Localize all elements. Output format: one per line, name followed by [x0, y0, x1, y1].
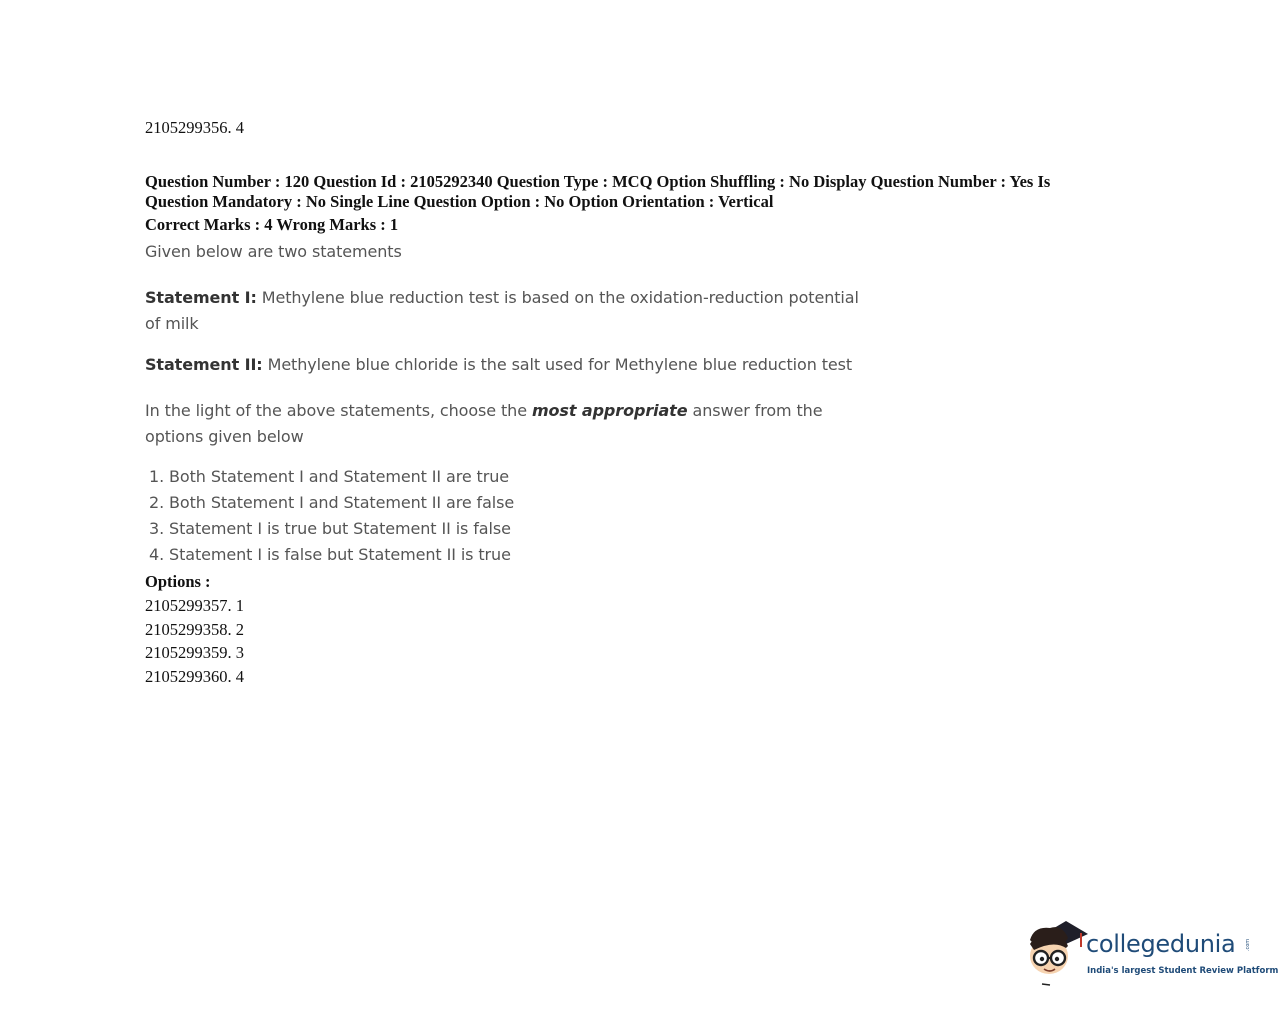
answer-choices — [149, 466, 514, 570]
option-item: 2105299358. 2 — [145, 619, 244, 639]
instruction-emphasis: most appropriate — [531, 401, 688, 420]
options-list — [145, 596, 244, 691]
option-item: 2105299359. 3 — [145, 643, 244, 663]
statement-one-text: Methylene blue reduction test is based on the oxidation-reduction potential of milk — [145, 288, 859, 333]
question-intro: Given below are two statements — [145, 242, 402, 261]
choice-item: 3. Statement I is true but Statement II is false — [149, 519, 511, 538]
logo-wordmark: collegedunia — [1086, 930, 1236, 958]
statement-two-text: Methylene blue chloride is the salt used for Methylene blue reduction test — [267, 355, 853, 374]
marks-line: Correct Marks : 4 Wrong Marks : 1 — [145, 215, 399, 234]
instruction-after: answer from the options given below — [145, 401, 823, 446]
option-item: 2105299357. 1 — [145, 596, 244, 615]
option-item: 2105299360. 4 — [145, 667, 244, 687]
statement-one — [145, 285, 875, 337]
statement-two — [145, 355, 852, 374]
choice-item: 1. Both Statement I and Statement II are true — [149, 467, 509, 486]
instruction-before: In the light of the above statements, choose the — [145, 401, 527, 420]
question-instruction — [145, 398, 875, 450]
options-title: Options : — [145, 572, 211, 591]
statement-one-label: Statement I: — [145, 288, 257, 307]
previous-answer: 2105299356. 4 — [145, 118, 244, 137]
choice-item: 4. Statement I is false but Statement II is true — [149, 545, 511, 564]
question-metadata: Question Number : 120 Question Id : 2105292340 Question Type : MCQ Option Shuffling : No Display Question Number : Yes Is Question Mandatory : No Single Line Question Option : No Option Orientation : Vertical — [145, 172, 1051, 211]
statement-two-label: Statement II: — [145, 355, 263, 374]
logo-suffix: .com — [1245, 938, 1252, 952]
choice-item: 2. Both Statement I and Statement II are false — [149, 493, 515, 512]
logo-tagline: India's largest Student Review Platform — [1087, 966, 1279, 976]
